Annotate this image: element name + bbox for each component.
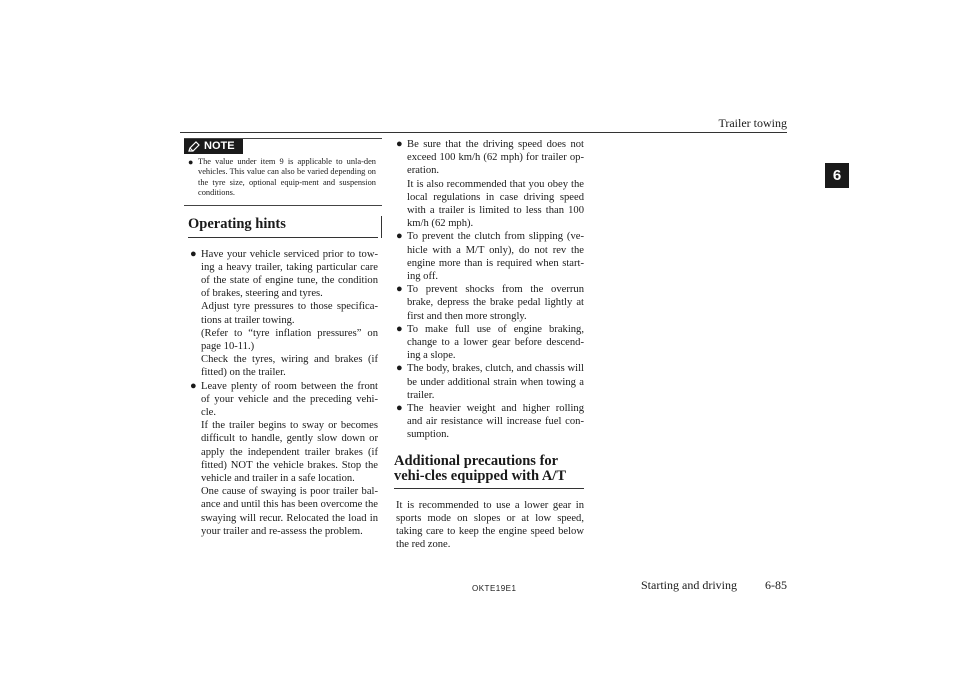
bullet-icon: ● xyxy=(396,138,403,150)
list-item: ● The heavier weight and higher rolling and air resistance will increase fuel con-sumption. xyxy=(396,402,584,441)
body-paragraph: It is recommended to use a lower gear in sports mode on slopes or at low speed, taking care to keep the engine speed below the red zone. xyxy=(396,499,584,551)
cross-reference[interactable]: (Refer to “tyre inflation pressures” on page 10-11.) xyxy=(201,327,378,353)
bullet-icon: ● xyxy=(396,322,403,335)
bullet-icon: ● xyxy=(396,230,403,243)
right-column xyxy=(396,138,584,551)
bullet-icon: ● xyxy=(190,379,197,392)
bullet-icon: ● xyxy=(396,362,403,375)
header-rule xyxy=(180,132,787,133)
note-item: ● The value under item 9 is applicable to unla-den vehicles. This value can also be varied depending on the tyre size, optional equip-ment and suspension conditions. xyxy=(188,157,376,198)
list-item: ● To make full use of engine braking, change to a lower gear before descend-ing a slope. xyxy=(396,322,584,362)
page-number: 6-85 xyxy=(765,578,787,592)
page-footer xyxy=(613,578,787,593)
bullet-icon: ● xyxy=(188,157,194,167)
note-box xyxy=(184,138,382,206)
running-header: Trailer towing xyxy=(718,116,787,130)
list-item: ● The body, brakes, clutch, and chassis will be under additional strain when towing a trailer. xyxy=(396,362,584,401)
note-text xyxy=(188,157,376,199)
left-column xyxy=(190,138,378,538)
footer-section: Starting and driving xyxy=(641,578,737,592)
document-code: OKTE19E1 xyxy=(472,584,517,593)
section-title-operating-hints: Operating hints xyxy=(188,216,378,238)
chapter-tab[interactable]: 6 xyxy=(825,163,849,188)
list-item: ● To prevent the clutch from slipping (ve-hicle with a M/T only), do not rev the engine more than is required when start-ing off. xyxy=(396,230,584,283)
bullet-icon: ● xyxy=(396,283,403,296)
list-item: ● Have your vehicle serviced prior to tow-ing a heavy trailer, taking particular care of the state of engine tune, the condition of brakes, steering and tyres. Adjust tyre pressures to those specifica-tions at trailer towing. (Refer to “tyre inflation pressures” on page 10-11.) Check the tyres, wiring and brakes (if fitted) on the trailer. xyxy=(190,247,378,379)
note-label: NOTE xyxy=(204,139,235,152)
note-badge xyxy=(184,139,243,154)
note-pencil-icon xyxy=(188,141,200,152)
bullet-icon: ● xyxy=(190,247,197,260)
bullet-icon: ● xyxy=(396,402,403,415)
list-item: ● Be sure that the driving speed does not exceed 100 km/h (62 mph) for trailer op-eration. It is also recommended that you obey the local regulations in case driving speed with a trailer is limited to less than 100 km/h (62 mph). xyxy=(396,138,584,230)
list-item: ● Leave plenty of room between the front of your vehicle and the preceding vehi-cle. If the trailer begins to sway or becomes difficult to handle, gently slow down or apply the independent trailer brakes (if fitted) NOT the vehicle brakes. Stop the vehicle and trailer in a safe location. One cause of swaying is poor trailer bal-ance and until this has been overcome the swaying will recur. Relocated the load in your trailer and re-assess the problem. xyxy=(190,379,378,537)
list-item: ● To prevent shocks from the overrun brake, depress the brake pedal lightly at first and then more strongly. xyxy=(396,283,584,322)
section-title-additional-precautions: Additional precautions for vehi-cles equipped with A/T xyxy=(394,454,584,489)
